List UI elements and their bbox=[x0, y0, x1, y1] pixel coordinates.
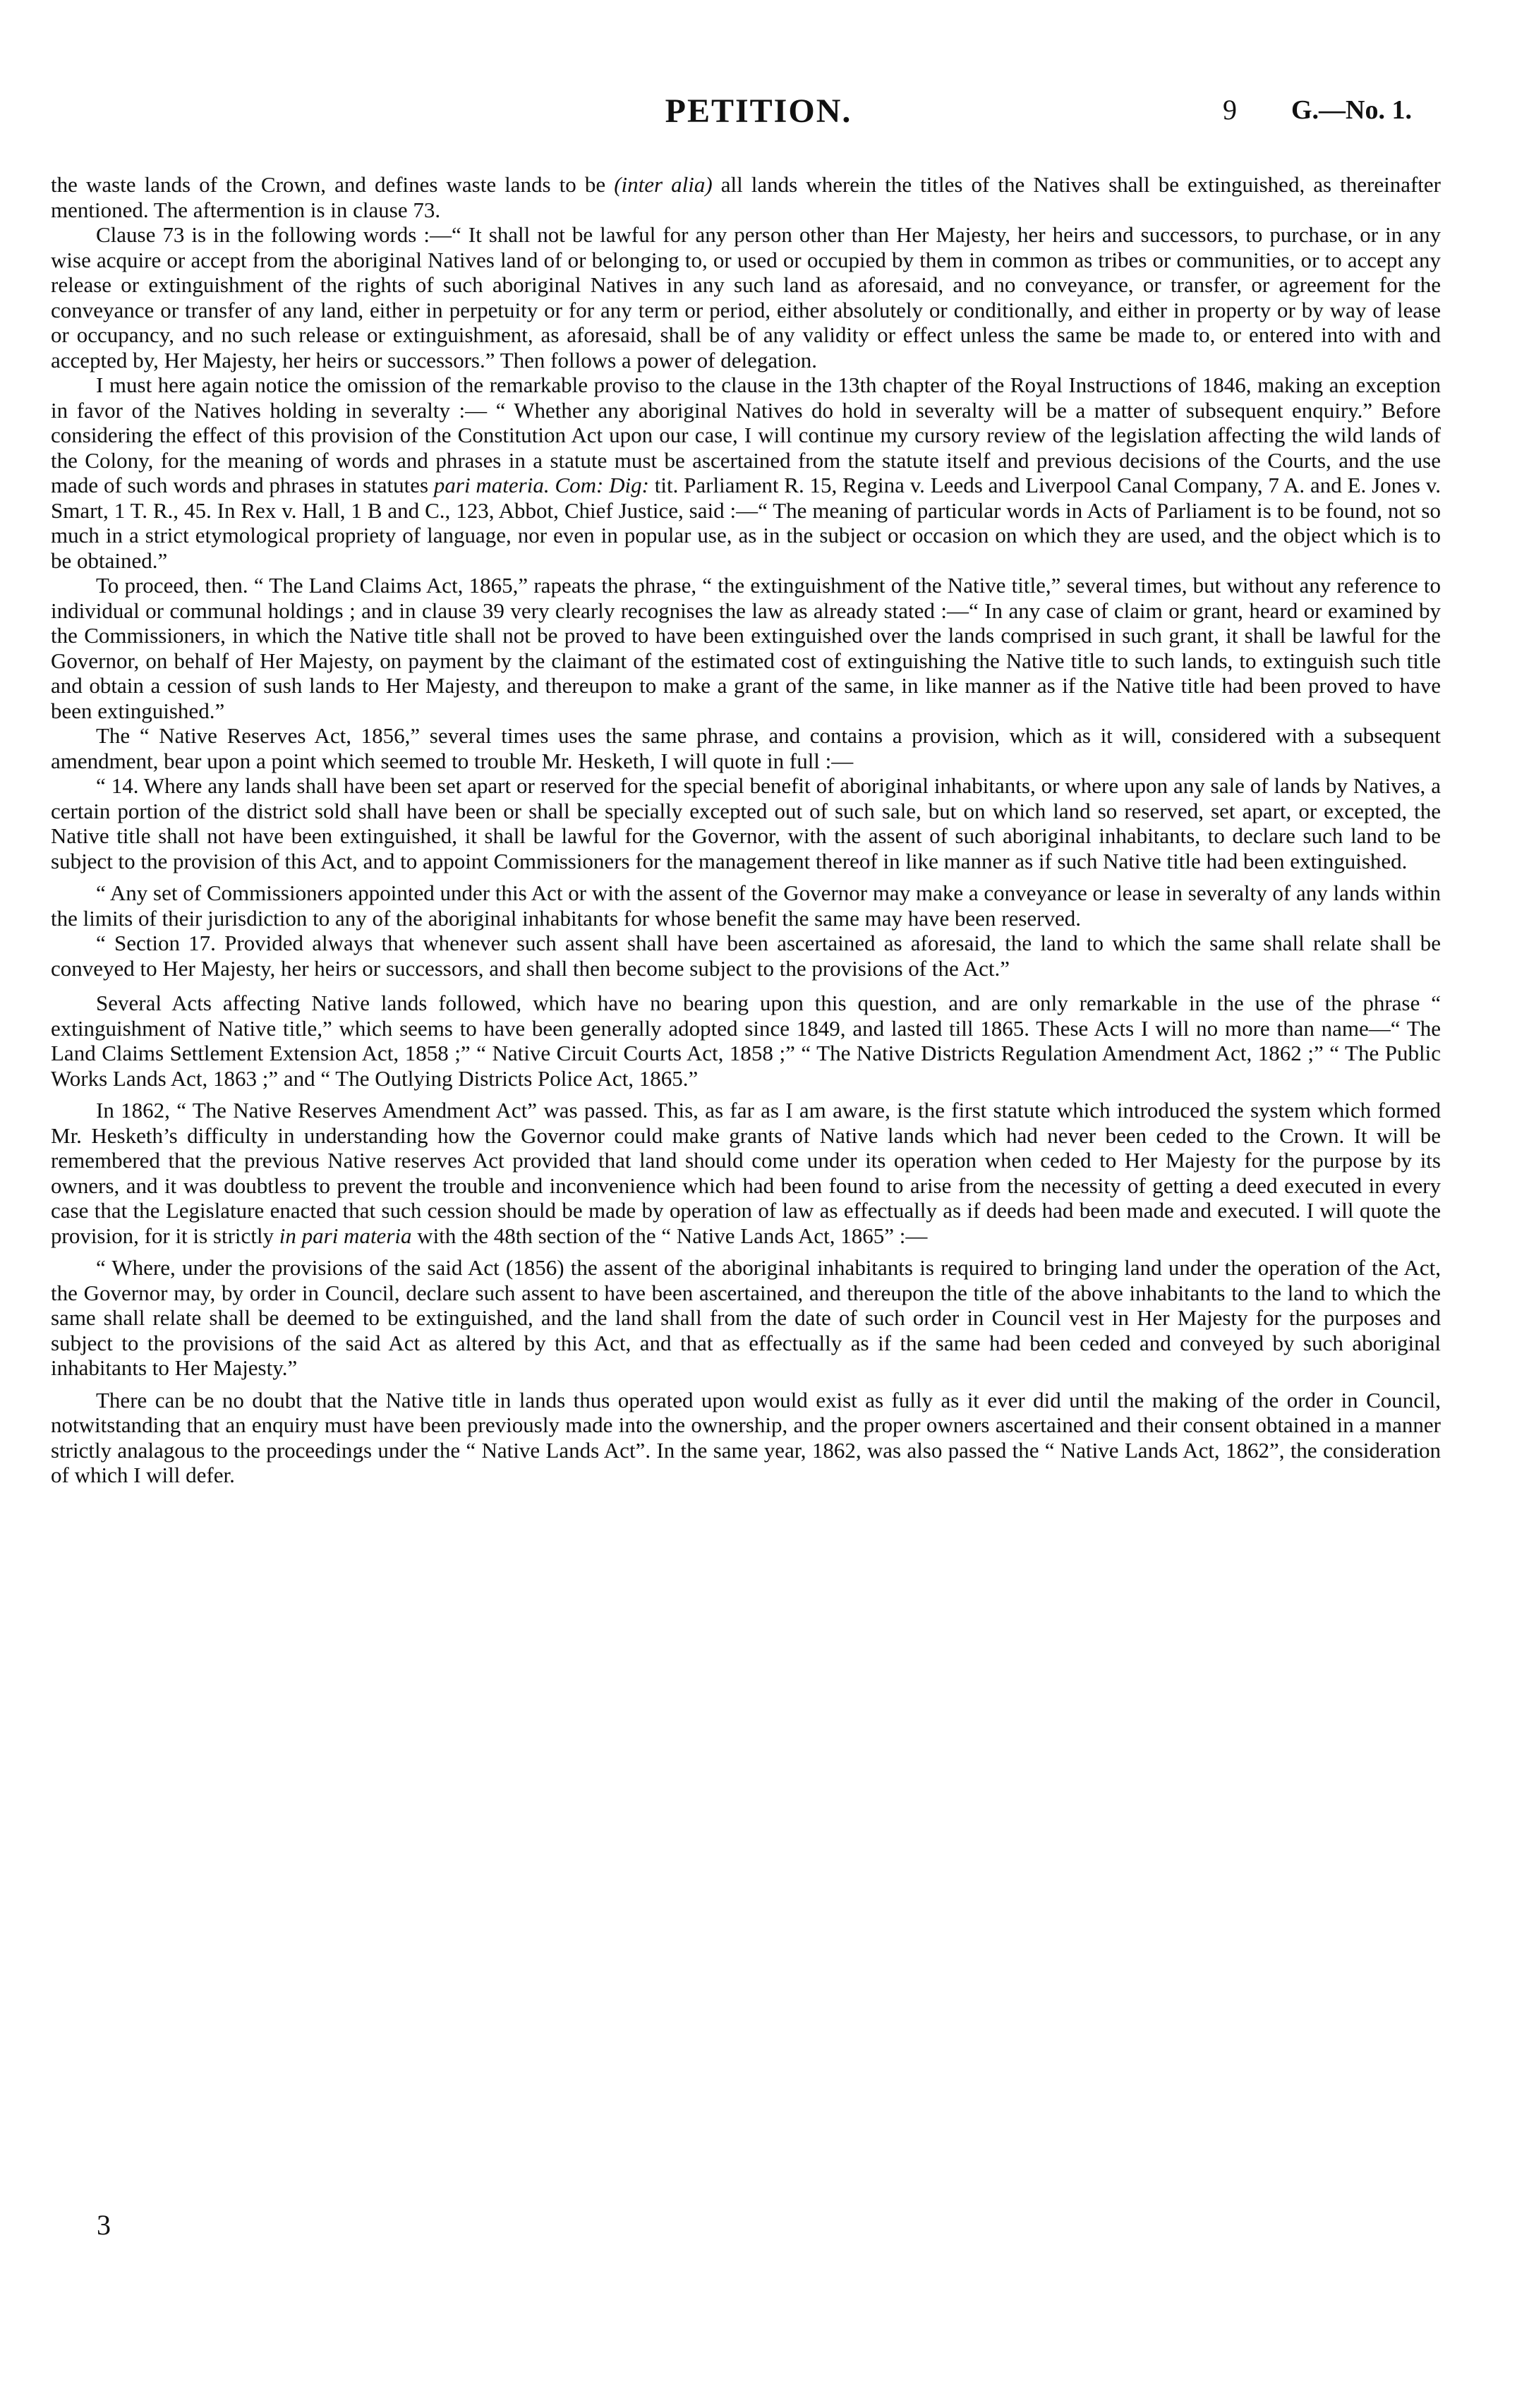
paragraph bbox=[51, 1388, 1441, 1488]
text-run: all lands wherein the titles of the Natives shall be extinguished, as thereinafter mentioned. The aftermention is in clause 73. bbox=[51, 172, 1441, 222]
text-run: Several Acts affecting Native lands followed, which have no bearing upon this question, and are only remarkable in the use of the phrase “ extinguishment of Native title,” which seems to have been generally adopted since 1849, and lasted till 1865. These Acts I will no more than name—“ The Land Claims Settlement Extension Act, 1858 ;” “ Native Circuit Courts Act, 1858 ;” “ The Native Districts Regulation Amendment Act, 1862 ;” “ The Public Works Lands Act, 1863 ;” and “ The Outlying Districts Police Act, 1865.” bbox=[51, 991, 1441, 1091]
paragraph bbox=[51, 172, 1441, 222]
paragraph bbox=[51, 1098, 1441, 1248]
paragraph bbox=[51, 881, 1441, 931]
document-reference: G.—No. 1. bbox=[1291, 95, 1412, 125]
paragraph bbox=[51, 723, 1441, 773]
paragraph bbox=[51, 373, 1441, 573]
text-run: with the 48th section of the “ Native Lands Act, 1865” :— bbox=[411, 1223, 928, 1248]
text-run: “ Where, under the provisions of the said Act (1856) the assent of the aboriginal inhabitants is required to bringing land under the operation of the Act, the Governor may, by order in Council, declare such assent to have been ascertained, and thereupon the title of the above inhabitants to the land to which the same shall relate shall be deemed to be extinguished, and the land shall from the date of such order in Council vest in Her Majesty for the purposes and subject to the provisions of the said Act as altered by this Act, and that as effectually as if the same had been ceded and conveyed by such aboriginal inhabitants to Her Majesty.” bbox=[51, 1255, 1441, 1380]
text-run: “ 14. Where any lands shall have been set apart or reserved for the special benefit of aboriginal inhabitants, or where upon any sale of lands by Natives, a certain portion of the district sold shall have been or shall be specially excepted out of such sale, but on which land so reserved, set apart, or excepted, the Native title shall not have been extinguished, it shall be lawful for the Governor, with the assent of such aboriginal inhabitants, to declare such land to be subject to the provision of this Act, and to appoint Commissioners for the management thereof in like manner as if such Native title had been extinguished. bbox=[51, 773, 1441, 873]
text-run: In 1862, “ The Native Reserves Amendment Act” was passed. This, as far as I am aware, is the first statute which introduced the system which formed Mr. Hesketh’s difficulty in understanding how the Governor could make grants of Native lands which had never been ceded to the Crown. It will be remembered that the previous Native reserves Act provided that land should come under its operation when ceded to Her Majesty for the purpose by its owners, and it was doubtless to prevent the trouble and inconvenience which had been found to arise from the necessity of getting a deed executed in every case that the Legislature enacted that such cession should be made by operation of law as effectually as if deeds had been made and executed. I will quote the provision, for it is strictly bbox=[51, 1098, 1441, 1248]
italic-text: in pari materia bbox=[279, 1223, 412, 1248]
text-run: The “ Native Reserves Act, 1856,” several times uses the same phrase, and contains a provision, which as it will, considered with a subsequent amendment, bear upon a point which seemed to trouble Mr. Hesketh, I will quote in full :— bbox=[51, 723, 1441, 773]
paragraph bbox=[51, 573, 1441, 723]
body-text bbox=[51, 172, 1441, 1488]
page-title: PETITION. bbox=[665, 92, 852, 130]
page-header bbox=[0, 92, 1517, 141]
text-run: tit. Parliament R. 15, Regina v. Leeds and Liverpool Canal Company, 7 A. and E. Jones v. Smart, 1 T. R., 45. In Rex v. Hall, 1 B and C., 123, Abbot, Chief Justice, said :—“ The meaning of particular words in Acts of Parliament is to be found, not so much in a strict etymological propriety of language, nor even in popular use, as in the subject or occasion on which they are used, and the object which is to be obtained.” bbox=[51, 473, 1442, 573]
paragraph bbox=[51, 931, 1441, 981]
text-run: There can be no doubt that the Native title in lands thus operated upon would exist as fully as it ever did until the making of the order in Council, notwitstanding that an enquiry must have been previously made into the ownership, and the proper owners ascertained and their consent obtained in a manner strictly analagous to the proceedings under the “ Native Lands Act”. In the same year, 1862, was also passed the “ Native Lands Act, 1862”, the consideration of which I will defer. bbox=[51, 1387, 1441, 1487]
paragraph bbox=[51, 222, 1441, 373]
text-run: I must here again notice the omission of the remarkable proviso to the clause in the 13th chapter of the Royal Instructions of 1846, making an exception in favor of the Natives holding in severalty :— “ Whether any aboriginal Natives do hold in severalty will be a matter of subsequent enquiry.” Before considering the effect of this provision of the Constitution Act upon our case, I will continue my cursory review of the legislation affecting the wild lands of the Colony, for the meaning of words and phrases in a statute must be ascertained from the statute itself and previous decisions of the Courts, and the use made of such words and phrases in statutes bbox=[51, 373, 1441, 497]
text-run: Clause 73 is in the following words :—“ It shall not be lawful for any person other than Her Majesty, her heirs and successors, to purchase, or in any wise acquire or accept from the aboriginal Natives land of or belonging to, or used or occupied by them in common as tribes or communities, or to accept any release or extinguishment of the rights of such aboriginal Natives in any such land as aforesaid, and no conveyance, or transfer, or agreement for the conveyance or transfer of any land, either in perpetuity or for any term or period, either absolutely or conditionally, and either in property or by way of lease or occupancy, and no such release or extinguishment, as aforesaid, shall be of any validity or effect unless the same be made to, or entered into with and accepted by, Her Majesty, her heirs or successors.” Then follows a power of delegation. bbox=[51, 222, 1441, 373]
paragraph bbox=[51, 1255, 1441, 1381]
paragraph bbox=[51, 991, 1441, 1091]
text-run: To proceed, then. “ The Land Claims Act, 1865,” rapeats the phrase, “ the extinguishment of the Native title,” several times, but without any reference to individual or communal holdings ; and in clause 39 very clearly recognises the law as already stated :—“ In any case of claim or grant, heard or examined by the Commissioners, in which the Native title shall not be proved to have been extinguished over the lands comprised in such grant, it shall be lawful for the Governor, on behalf of Her Majesty, on payment by the claimant of the estimated cost of extinguishing the Native title to such lands, to extinguish such title and obtain a cession of sush lands to Her Majesty, and thereupon to make a grant of the same, in like manner as if the Native title had been proved to have been extinguished.” bbox=[51, 573, 1441, 723]
text-run: “ Any set of Commissioners appointed under this Act or with the assent of the Governor may make a conveyance or lease in severalty of any lands within the limits of their jurisdiction to any of the aboriginal inhabitants for whose benefit the same may have been reserved. bbox=[51, 881, 1441, 931]
italic-text: (inter alia) bbox=[614, 172, 713, 197]
signature-mark: 3 bbox=[97, 2209, 111, 2241]
page-number: 9 bbox=[1223, 94, 1237, 126]
italic-text: pari materia. Com: Dig: bbox=[433, 473, 649, 497]
text-run: the waste lands of the Crown, and defines waste lands to be bbox=[51, 172, 615, 197]
text-run: “ Section 17. Provided always that whenever such assent shall have been ascertained as aforesaid, the land to which the same shall relate shall be conveyed to Her Majesty, her heirs or successors, and shall then become subject to the provisions of the Act.” bbox=[51, 931, 1441, 981]
paragraph bbox=[51, 773, 1441, 873]
